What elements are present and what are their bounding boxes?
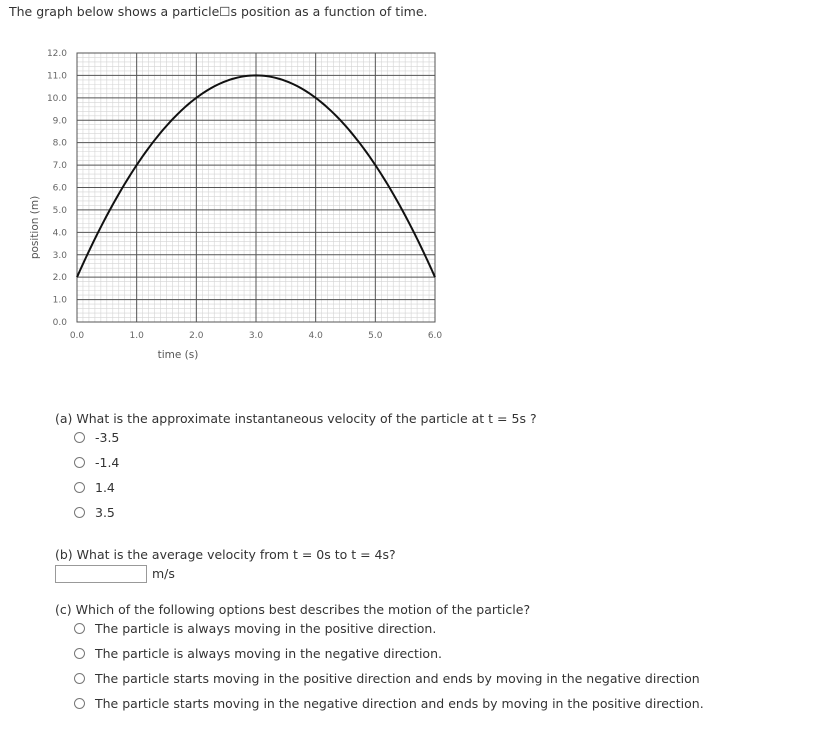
x-axis-label: time (s) bbox=[157, 349, 199, 361]
unit-label: m/s bbox=[152, 566, 175, 581]
x-tick-label: 5.0 bbox=[368, 331, 383, 341]
intro-text: The graph below shows a particle☐s position as a function of time. bbox=[9, 4, 428, 19]
radio-button[interactable] bbox=[74, 698, 85, 709]
radio-button[interactable] bbox=[74, 457, 85, 468]
y-tick-label: 11.0 bbox=[46, 71, 67, 82]
radio-button[interactable] bbox=[74, 648, 85, 659]
y-tick-label: 6.0 bbox=[52, 183, 67, 194]
question-c-option[interactable] bbox=[74, 646, 442, 661]
question-a-option[interactable] bbox=[74, 430, 119, 445]
y-tick-label: 5.0 bbox=[52, 205, 67, 216]
data-point bbox=[106, 214, 108, 216]
y-tick-label: 4.0 bbox=[52, 228, 67, 239]
option-label: 3.5 bbox=[95, 505, 115, 520]
question-a-option[interactable] bbox=[74, 505, 115, 520]
x-tick-label: 2.0 bbox=[189, 331, 204, 341]
data-point bbox=[195, 97, 197, 99]
data-point bbox=[314, 97, 316, 99]
data-point bbox=[344, 125, 346, 127]
option-label: -3.5 bbox=[95, 430, 120, 445]
x-tick-label: 0.0 bbox=[69, 331, 85, 341]
radio-button[interactable] bbox=[74, 507, 85, 518]
data-point bbox=[285, 80, 287, 82]
question-a-prompt: (a) What is the approximate instantaneous velocity of the particle at t = 5s ? bbox=[55, 411, 537, 426]
y-tick-label: 1.0 bbox=[52, 295, 67, 306]
y-tick-label: 2.0 bbox=[52, 273, 67, 284]
data-point bbox=[434, 276, 436, 278]
question-b-prompt: (b) What is the average velocity from t = 0s to t = 4s? bbox=[55, 547, 396, 562]
option-label: The particle starts moving in the positive direction and ends by moving in the negative direction bbox=[95, 671, 700, 686]
option-label: 1.4 bbox=[95, 480, 115, 495]
data-point bbox=[135, 164, 137, 166]
data-point bbox=[255, 74, 257, 76]
radio-button[interactable] bbox=[74, 482, 85, 493]
question-a-option[interactable] bbox=[74, 455, 119, 470]
y-tick-label: 10.0 bbox=[46, 93, 67, 104]
radio-button[interactable] bbox=[74, 623, 85, 634]
data-point bbox=[165, 125, 167, 127]
option-label: The particle is always moving in the positive direction. bbox=[95, 621, 437, 636]
question-a-option[interactable] bbox=[74, 480, 115, 495]
radio-button[interactable] bbox=[74, 432, 85, 443]
y-axis-label: position (m) bbox=[29, 195, 41, 260]
question-c-option[interactable] bbox=[74, 621, 436, 636]
average-velocity-input[interactable] bbox=[55, 565, 147, 583]
data-point bbox=[225, 80, 227, 82]
question-c-prompt: (c) Which of the following options best describes the motion of the particle? bbox=[55, 602, 531, 617]
y-tick-label: 3.0 bbox=[52, 250, 67, 261]
question-c-option[interactable] bbox=[74, 671, 700, 686]
y-tick-label: 12.0 bbox=[46, 49, 67, 59]
y-tick-label: 8.0 bbox=[52, 138, 67, 149]
y-tick-label: 9.0 bbox=[52, 116, 67, 127]
x-tick-label: 6.0 bbox=[427, 331, 443, 341]
radio-button[interactable] bbox=[74, 673, 85, 684]
y-tick-label: 7.0 bbox=[52, 161, 67, 172]
option-label: -1.4 bbox=[95, 455, 120, 470]
data-point bbox=[76, 276, 78, 278]
data-point bbox=[374, 164, 376, 166]
option-label: The particle is always moving in the negative direction. bbox=[95, 646, 442, 661]
y-tick-label: 0.0 bbox=[52, 318, 67, 328]
data-point bbox=[404, 214, 406, 216]
position-time-chart bbox=[0, 40, 480, 370]
x-tick-label: 1.0 bbox=[129, 331, 144, 341]
question-c-option[interactable] bbox=[74, 696, 704, 711]
x-tick-label: 4.0 bbox=[308, 331, 323, 341]
x-tick-label: 3.0 bbox=[248, 331, 264, 341]
option-label: The particle starts moving in the negative direction and ends by moving in the positive direction. bbox=[95, 696, 704, 711]
